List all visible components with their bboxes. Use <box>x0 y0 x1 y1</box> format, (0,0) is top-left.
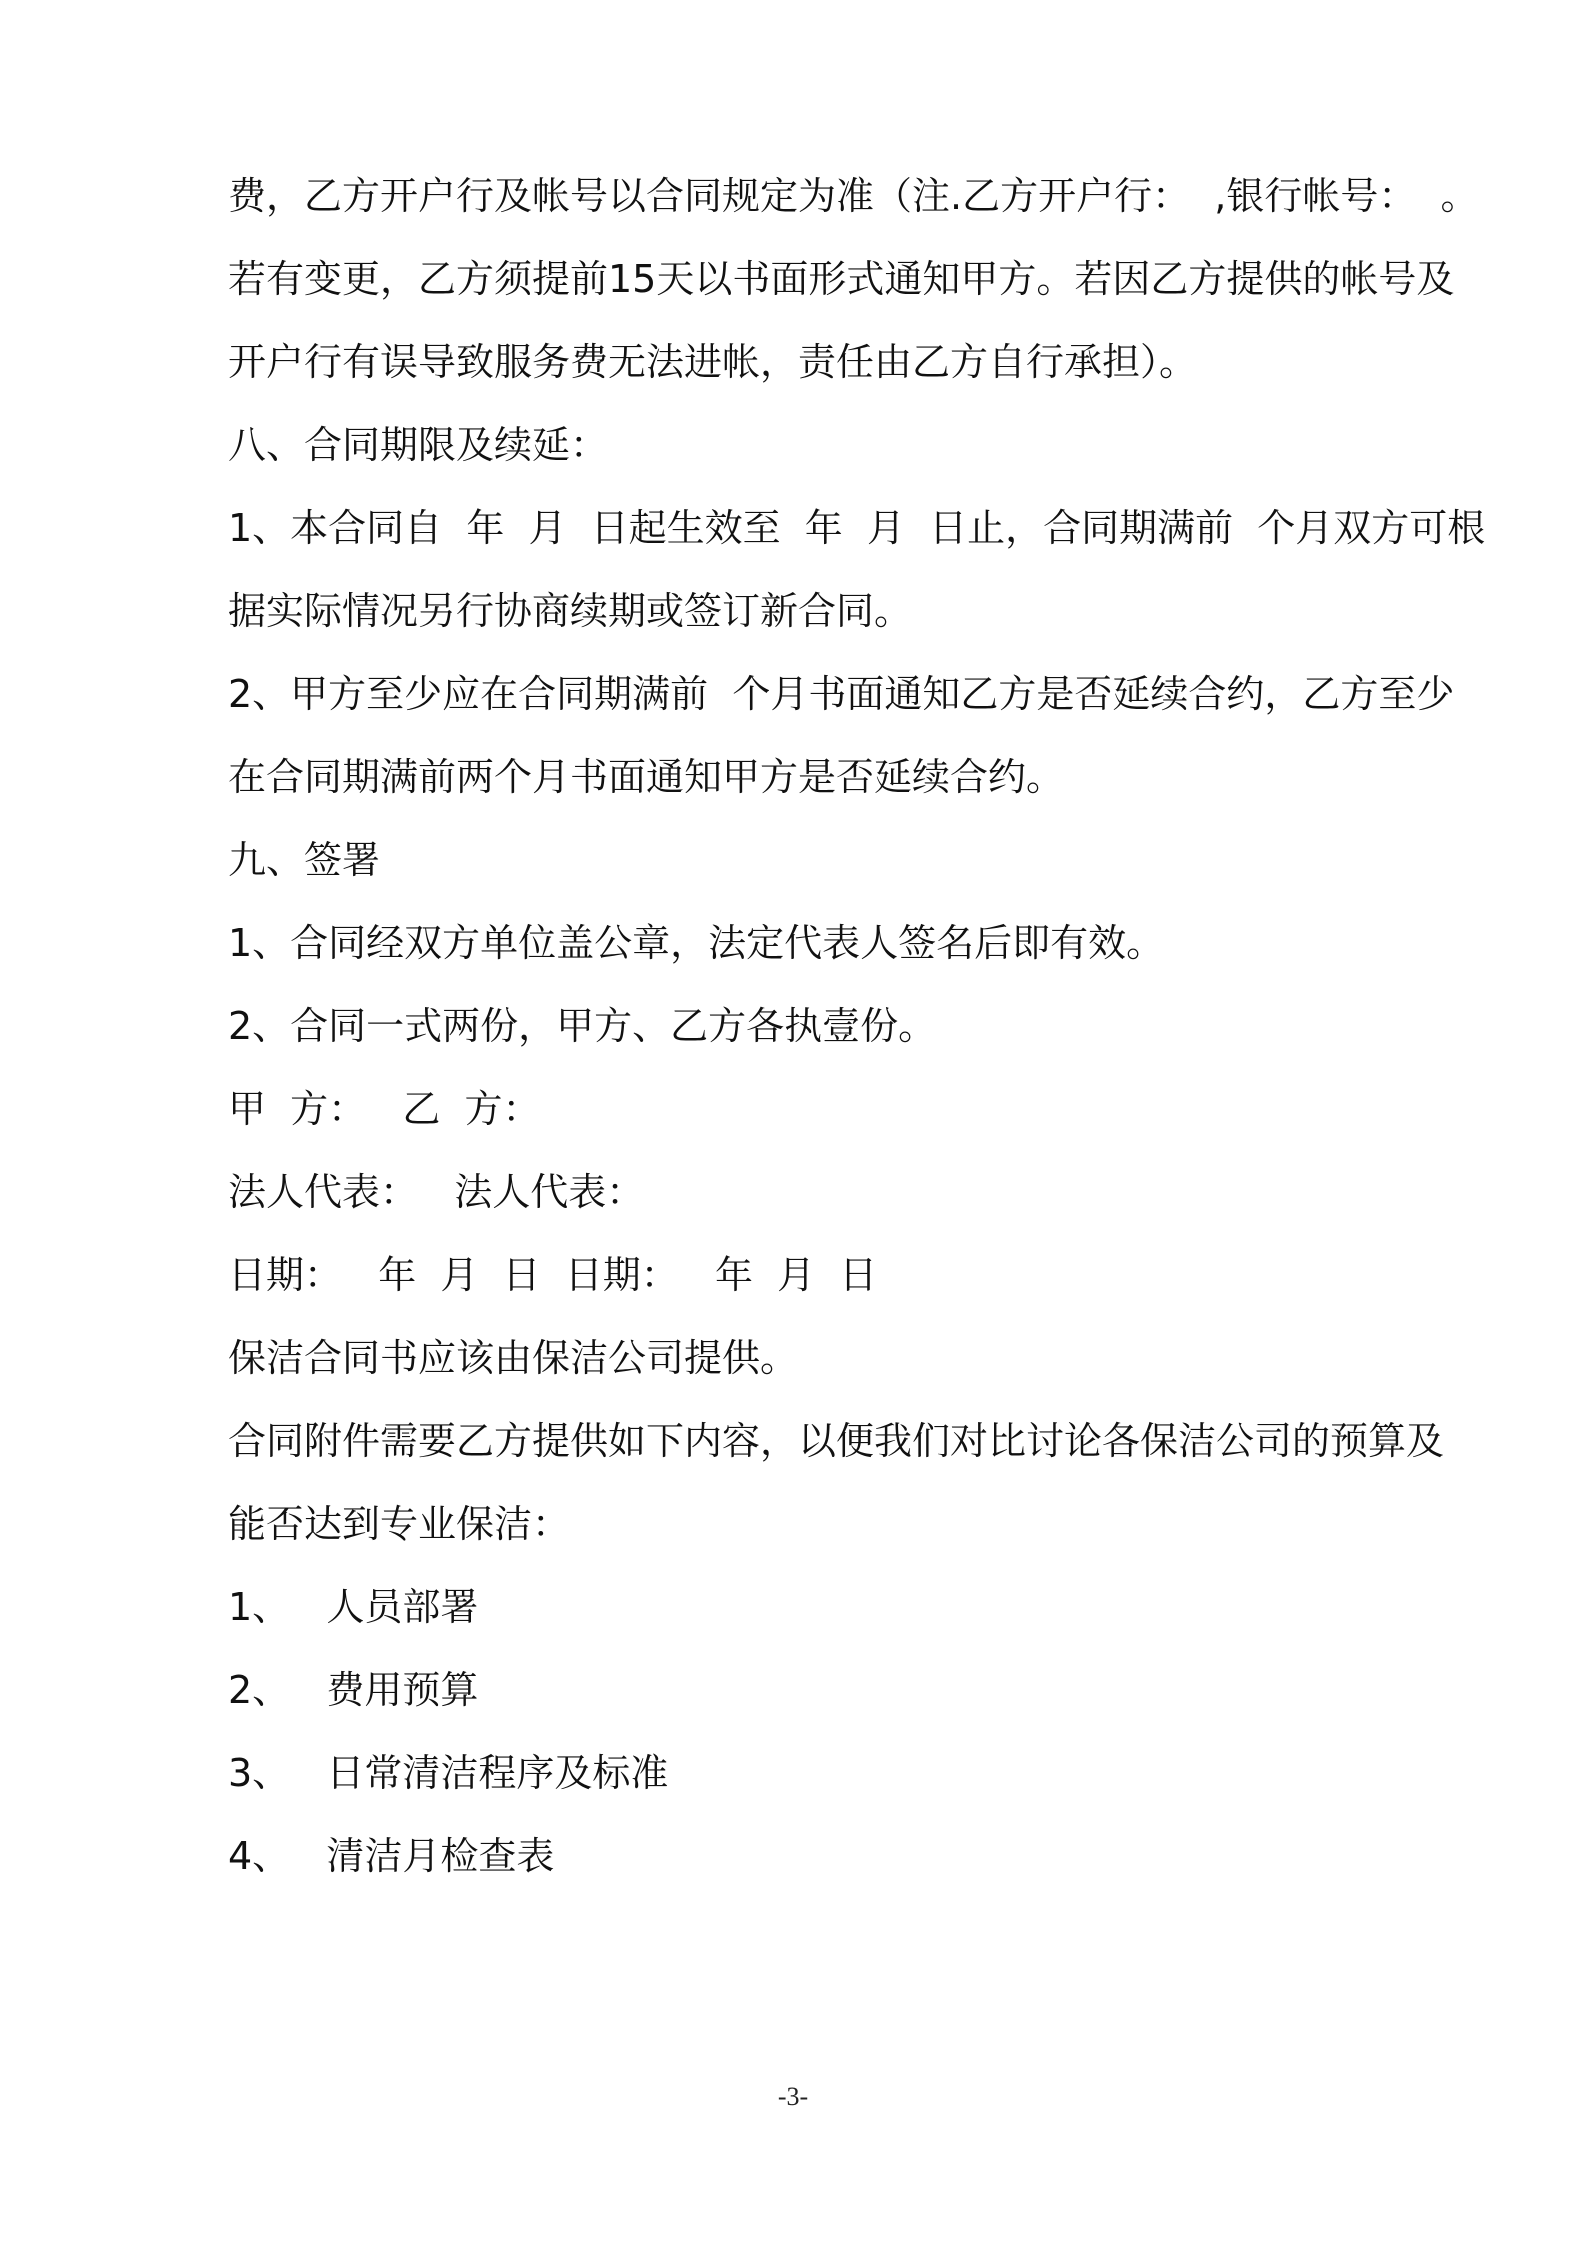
text-line: 合同附件需要乙方提供如下内容，以便我们对比讨论各保洁公司的预算及 <box>228 1419 1445 1463</box>
text-line: 1、合同经双方单位盖公章，法定代表人签名后即有效。 <box>228 921 1165 965</box>
text-line: 费，乙方开户行及帐号以合同规定为准（注.乙方开户行： ,银行帐号： 。 <box>228 174 1479 218</box>
signature-party-line: 甲 方： 乙 方： <box>228 1087 541 1131</box>
text-line: 在合同期满前两个月书面通知甲方是否延续合约。 <box>228 755 1065 799</box>
section-heading-8: 八、合同期限及续延： <box>228 423 609 467</box>
attachment-item: 3、 日常清洁程序及标准 <box>228 1751 669 1795</box>
signature-date-line: 日期： 年 月 日 日期： 年 月 日 <box>228 1253 878 1297</box>
text-line: 保洁合同书应该由保洁公司提供。 <box>228 1336 799 1380</box>
attachment-item: 2、 费用预算 <box>228 1668 479 1712</box>
text-line: 据实际情况另行协商续期或签订新合同。 <box>228 589 913 633</box>
attachment-item: 4、 清洁月检查表 <box>228 1834 555 1878</box>
page-number: -3- <box>777 2082 809 2111</box>
section-heading-9: 九、签署 <box>228 838 381 882</box>
text-line: 能否达到专业保洁： <box>228 1502 571 1546</box>
text-line: 若有变更，乙方须提前15天以书面形式通知甲方。若因乙方提供的帐号及 <box>228 257 1455 301</box>
text-line: 2、合同一式两份，甲方、乙方各执壹份。 <box>228 1004 937 1048</box>
text-line: 1、本合同自 年 月 日起生效至 年 月 日止，合同期满前 个月双方可根 <box>228 506 1486 550</box>
signature-representative-line: 法人代表： 法人代表： <box>228 1170 645 1214</box>
contract-body <box>228 155 1486 1898</box>
text-line: 2、甲方至少应在合同期满前 个月书面通知乙方是否延续合约，乙方至少 <box>228 672 1455 716</box>
text-line: 开户行有误导致服务费无法进帐，责任由乙方自行承担）。 <box>228 340 1198 384</box>
attachment-item: 1、 人员部署 <box>228 1585 479 1629</box>
